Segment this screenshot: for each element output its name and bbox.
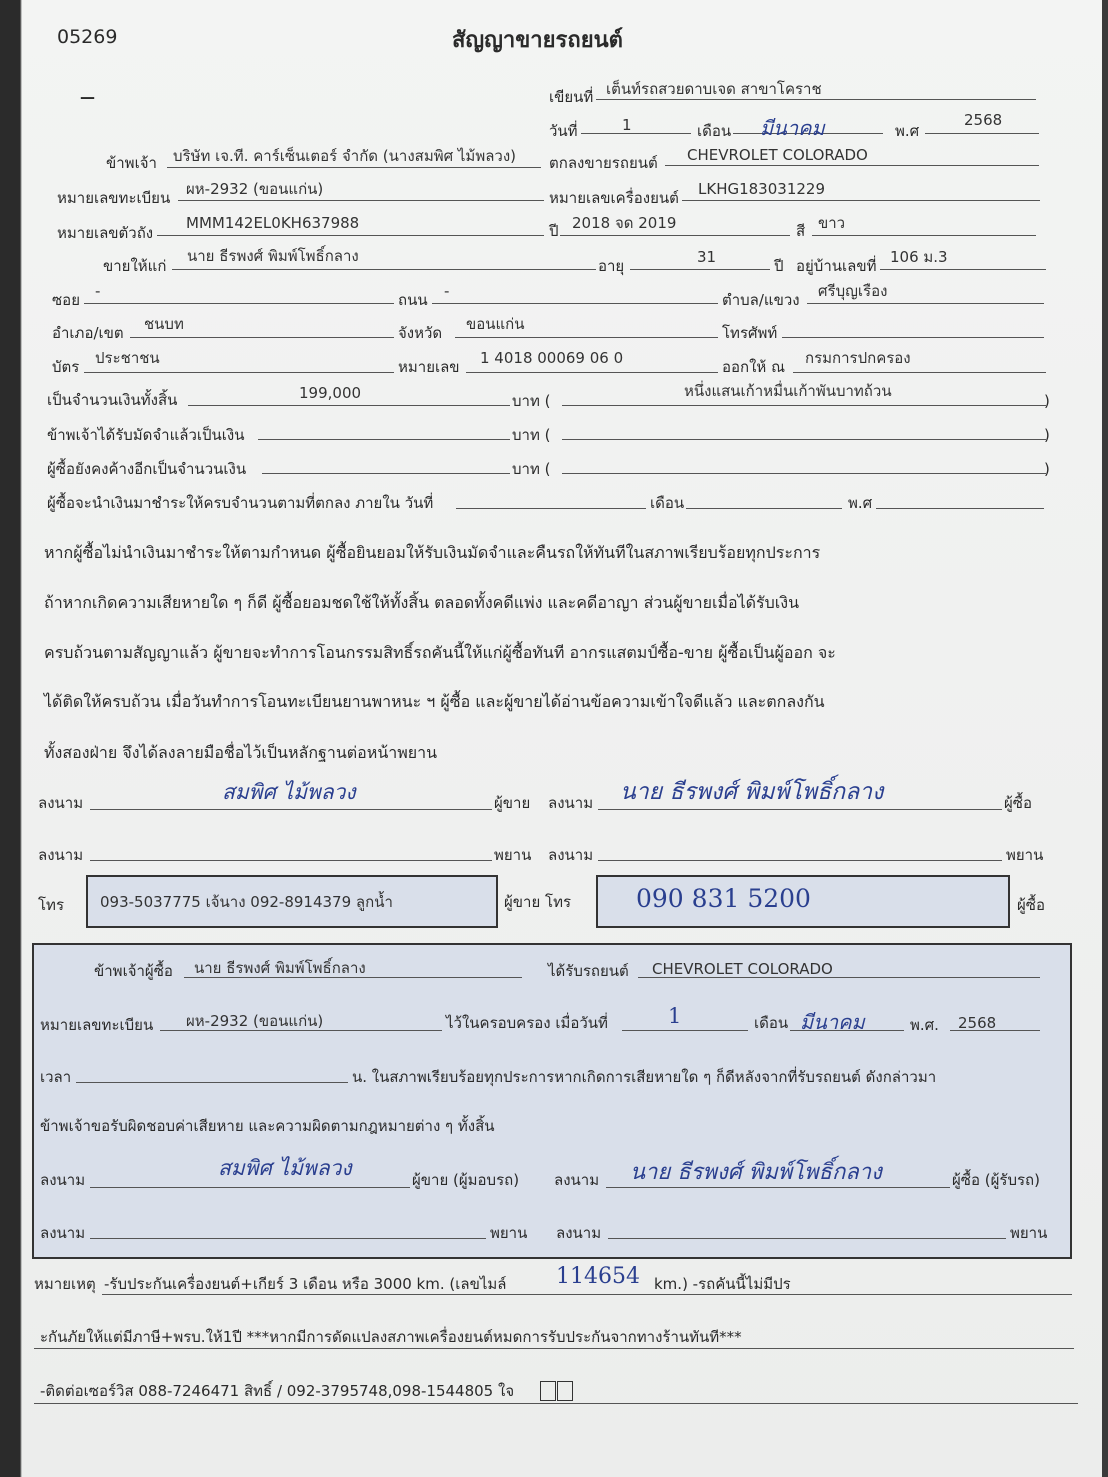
receipt-buyer-name: นาย ธีรพงศ์ พิมพ์โพธิ์กลาง <box>194 959 366 977</box>
deposit-line <box>258 439 510 440</box>
time-line <box>76 1082 348 1083</box>
remaining-line <box>262 473 510 474</box>
year-label: พ.ศ <box>895 122 920 140</box>
buyer-sign-label: ลงนาม <box>548 794 594 812</box>
district-label: อำเภอ/เขต <box>52 324 124 342</box>
receipt-witness2-line <box>608 1238 1006 1239</box>
phone-label: โทรศัพท์ <box>722 324 778 342</box>
seller-sign-label: ลงนาม <box>38 794 84 812</box>
seller-phone-role: ผู้ขาย โทร <box>504 893 572 911</box>
card-label: บัตร <box>52 358 80 376</box>
color-line <box>812 235 1036 236</box>
seller-phone: 093-5037775 เจ้นาง 092-8914379 ลูกน้ำ <box>100 893 393 911</box>
total-value: 199,000 <box>299 384 362 402</box>
document-number: 05269 <box>57 26 118 48</box>
remarks-line-1-end: km.) -รถคันนี้ไม่มีปร <box>654 1275 791 1293</box>
remarks-line-1-rule <box>102 1294 1072 1295</box>
district-line <box>130 337 394 338</box>
witness1-sign-label: ลงนาม <box>38 846 84 864</box>
vehicle-year-line <box>560 235 790 236</box>
card-number-line <box>466 372 718 373</box>
buyer-name: นาย ธีรพงศ์ พิมพ์โพธิ์กลาง <box>187 247 359 265</box>
remarks-label: หมายเหตุ <box>34 1275 96 1293</box>
road-value: - <box>444 282 450 300</box>
receipt-buyer-role: ผู้ซื้อ (ผู้รับรถ) <box>952 1171 1040 1189</box>
sold-to-label: ขายให้แก่ <box>103 257 167 275</box>
receipt-witness1-line <box>90 1238 486 1239</box>
day-line <box>581 133 691 134</box>
agree-label: ตกลงขายรถยนต์ <box>549 154 658 172</box>
road-line <box>432 303 718 304</box>
possession-year: 2568 <box>958 1014 997 1032</box>
terms-line-2: ถ้าหากเกิดความเสียหายใด ๆ ก็ดี ผู้ซื้อยอมชดใช้ให้ทั้งสิ้น ตลอดทั้งคดีแพ่ง และคดีอาญา ส่วนผู้ขายเมื่อได้รับเงิน <box>44 593 800 612</box>
years-label: ปี <box>774 257 784 275</box>
soi-line <box>84 303 394 304</box>
receipt-seller-sign-line <box>90 1187 410 1188</box>
vehicle-year-label: ปี <box>549 222 559 240</box>
possession-year-label: พ.ศ. <box>910 1016 939 1034</box>
witness1-sign-line <box>90 860 492 861</box>
remaining-baht-label: บาท ( <box>512 460 551 478</box>
deposit-words-line <box>562 439 1046 440</box>
card-line <box>84 372 394 373</box>
buyer-phone: 090 831 5200 <box>636 884 811 913</box>
seller-sign-line <box>90 809 492 810</box>
terms-line-3: ครบถ้วนตามสัญญาแล้ว ผู้ขายจะทำการโอนกรรมสิทธิ์รถคันนี้ให้แก่ผู้ซื้อทันที อากรแสตมป์ซื้อ-ขาย ผู้ซื้อเป็นผู้ออก จะ <box>44 643 836 662</box>
total-close-paren: ) <box>1044 392 1050 410</box>
remarks-line-2-rule <box>34 1348 1074 1349</box>
received-label: ได้รับรถยนต์ <box>548 962 629 980</box>
house-line <box>880 269 1046 270</box>
receipt-witness2-role: พยาน <box>1010 1224 1048 1242</box>
color-label: สี <box>796 222 806 240</box>
issued-at-value: กรมการปกครอง <box>805 349 911 367</box>
possession-month-label: เดือน <box>754 1014 789 1032</box>
due-year-label: พ.ศ <box>848 494 873 512</box>
month-label: เดือน <box>697 122 732 140</box>
receipt-witness1-sign-label: ลงนาม <box>40 1224 86 1242</box>
subdistrict-label: ตำบล/แขวง <box>722 291 800 309</box>
receipt-reg-line <box>160 1030 442 1031</box>
engine-line <box>682 200 1040 201</box>
buyer-signature: นาย ธีรพงศ์ พิมพ์โพธิ์กลาง <box>620 779 884 805</box>
witness1-role-label: พยาน <box>494 846 532 864</box>
chassis-value: MMM142EL0KH637988 <box>186 214 360 232</box>
remaining-label: ผู้ซื้อยังคงค้างอีกเป็นจำนวนเงิน <box>47 460 247 478</box>
possession-day: 1 <box>668 1004 682 1028</box>
receipt-reg-value: ผห-2932 (ขอนแก่น) <box>186 1012 324 1030</box>
receipt-buyer-signature: นาย ธีรพงศ์ พิมพ์โพธิ์กลาง <box>630 1160 882 1185</box>
remaining-close-paren: ) <box>1044 460 1050 478</box>
receipt-witness2-sign-label: ลงนาม <box>556 1224 602 1242</box>
dash-mark: — <box>80 88 95 106</box>
age-label: อายุ <box>598 257 625 275</box>
terms-line-4: ได้ติดให้ครบถ้วน เมื่อวันทำการโอนทะเบียนยานพาหนะ ฯ ผู้ซื้อ และผู้ขายได้อ่านข้อความเข้าใจดีแล้ว และตกลงกัน <box>44 692 825 711</box>
written-at-line <box>596 99 1036 100</box>
registration-value: ผห-2932 (ขอนแก่น) <box>186 180 324 198</box>
receipt-seller-sign-label: ลงนาม <box>40 1171 86 1189</box>
soi-value: - <box>95 282 101 300</box>
district-value: ชนบท <box>144 315 184 333</box>
card-number-label: หมายเลข <box>398 358 460 376</box>
chassis-label: หมายเลขตัวถัง <box>57 224 154 242</box>
subdistrict-line <box>807 303 1044 304</box>
province-line <box>455 337 718 338</box>
buyer-phone-role: ผู้ซื้อ <box>1017 896 1045 914</box>
seller-line <box>167 167 541 168</box>
engine-label: หมายเลขเครื่องยนต์ <box>549 189 679 207</box>
issued-at-line <box>793 372 1046 373</box>
card-number-value: 1 4018 00069 06 0 <box>480 349 624 367</box>
car-model: CHEVROLET COLORADO <box>687 146 868 164</box>
phone-row-label: โทร <box>38 896 65 914</box>
total-baht-label: บาท ( <box>512 392 551 410</box>
subdistrict-value: ศรีบุญเรือง <box>818 282 888 300</box>
due-month-line <box>686 508 842 509</box>
remarks-line-3-rule <box>34 1403 1078 1404</box>
card-value: ประชาชน <box>95 349 160 367</box>
witness2-sign-label: ลงนาม <box>548 846 594 864</box>
phone-line <box>782 337 1044 338</box>
engine-value: LKHG183031229 <box>698 180 825 198</box>
chassis-line <box>157 235 544 236</box>
due-year-line <box>876 508 1044 509</box>
province-label: จังหวัด <box>398 324 443 342</box>
page-title: สัญญาขายรถยนต์ <box>452 28 623 53</box>
registration-label: หมายเลขทะเบียน <box>57 189 171 207</box>
deposit-label: ข้าพเจ้าได้รับมัดจำแล้วเป็นเงิน <box>47 426 245 444</box>
buyer-role-label: ผู้ซื้อ <box>1004 794 1032 812</box>
written-at-label: เขียนที่ <box>549 88 594 106</box>
checkbox-2 <box>557 1381 573 1401</box>
year-line <box>925 133 1039 134</box>
mileage-handwritten: 114654 <box>556 1264 640 1289</box>
witness2-sign-line <box>598 860 1002 861</box>
remarks-line-2: ะกันภัยให้แต่มีภาษี+พรบ.ให้1ปี ***หากมีการดัดแปลงสภาพเครื่องยนต์หมดการรับประกันจากทางร้านทันที*** <box>40 1328 742 1346</box>
possession-month: มีนาคม <box>800 1010 865 1034</box>
terms-line-1: หากผู้ซื้อไม่นำเงินมาชำระให้ตามกำหนด ผู้ซื้อยินยอมให้รับเงินมัดจำและคืนรถให้ทันทีในสภาพเรียบร้อยทุกประการ <box>44 543 821 562</box>
total-words-line <box>562 405 1046 406</box>
seller-name: บริษัท เจ.ที. คาร์เซ็นเตอร์ จำกัด (นางสมพิศ ไม้พลวง) <box>173 147 516 165</box>
province-value: ขอนแก่น <box>466 315 525 333</box>
vehicle-year-value: 2018 จด 2019 <box>572 214 677 232</box>
receipt-seller-signature: สมพิศ ไม้พลวง <box>218 1156 352 1180</box>
sold-to-line <box>172 269 596 270</box>
issued-at-label: ออกให้ ณ <box>722 358 785 376</box>
house-value: 106 ม.3 <box>890 248 948 266</box>
due-day-line <box>456 508 646 509</box>
receipt-seller-role: ผู้ขาย (ผู้มอบรถ) <box>412 1171 520 1189</box>
registration-line <box>178 200 544 201</box>
seller-signature: สมพิศ ไม้พลวง <box>222 780 356 804</box>
month-handwritten: มีนาคม <box>760 116 825 140</box>
color-value: ขาว <box>818 214 846 232</box>
due-month-label: เดือน <box>650 494 685 512</box>
terms-line-5: ทั้งสองฝ่าย จึงได้ลงลายมือชื่อไว้เป็นหลักฐานต่อหน้าพยาน <box>44 743 438 762</box>
receipt-buyer-label: ข้าพเจ้าผู้ซื้อ <box>94 962 173 980</box>
checkbox-1 <box>540 1381 556 1401</box>
remarks-line-3: -ติดต่อเซอร์วิส 088-7246471 สิทธิ์ / 092-3795748,098-1544805 ใจ <box>40 1382 515 1400</box>
seller-role-label: ผู้ขาย <box>494 794 531 812</box>
soi-label: ซอย <box>52 291 80 309</box>
age-line <box>630 269 770 270</box>
possession-day-line <box>622 1030 748 1031</box>
receipt-buyer-sign-label: ลงนาม <box>554 1171 600 1189</box>
vehicle-receipt-section <box>32 943 1072 1259</box>
written-at-value: เต็นท์รถสวยดาบเจด สาขาโคราช <box>606 80 822 98</box>
day-value: 1 <box>622 116 632 134</box>
possession-label: ไว้ในครอบครอง เมื่อวันที่ <box>446 1014 608 1032</box>
liability-text: ข้าพเจ้าขอรับผิดชอบค่าเสียหาย และความผิดตามกฎหมายต่าง ๆ ทั้งสิ้น <box>40 1117 495 1135</box>
deposit-close-paren: ) <box>1044 426 1050 444</box>
total-line <box>188 405 510 406</box>
total-words-value: หนึ่งแสนเก้าหมื่นเก้าพันบาทถ้วน <box>684 382 892 400</box>
total-label: เป็นจำนวนเงินทั้งสิ้น <box>47 391 178 409</box>
seller-label: ข้าพเจ้า <box>106 154 157 172</box>
received-car: CHEVROLET COLORADO <box>652 960 833 978</box>
remarks-line-1: -รับประกันเครื่องยนต์+เกียร์ 3 เดือน หรือ 3000 km. (เลขไมล์ <box>104 1275 507 1293</box>
age-value: 31 <box>697 248 717 266</box>
house-label: อยู่บ้านเลขที่ <box>796 257 877 275</box>
witness2-role-label: พยาน <box>1006 846 1044 864</box>
receipt-reg-label: หมายเลขทะเบียน <box>40 1016 154 1034</box>
road-label: ถนน <box>398 291 428 309</box>
day-label: วันที่ <box>549 122 578 140</box>
condition-text: น. ในสภาพเรียบร้อยทุกประการหากเกิดการเสียหายใด ๆ ก็ดีหลังจากที่รับรถยนต์ ดังกล่าวมา <box>352 1068 937 1086</box>
deposit-baht-label: บาท ( <box>512 426 551 444</box>
due-label: ผู้ซื้อจะนำเงินมาชำระให้ครบจำนวนตามที่ตกลง ภายใน วันที่ <box>47 494 434 512</box>
receipt-witness1-role: พยาน <box>490 1224 528 1242</box>
agree-line <box>665 165 1039 166</box>
receipt-buyer-line <box>184 977 522 978</box>
year-value: 2568 <box>964 111 1003 129</box>
time-label: เวลา <box>40 1068 72 1086</box>
remaining-words-line <box>562 473 1046 474</box>
